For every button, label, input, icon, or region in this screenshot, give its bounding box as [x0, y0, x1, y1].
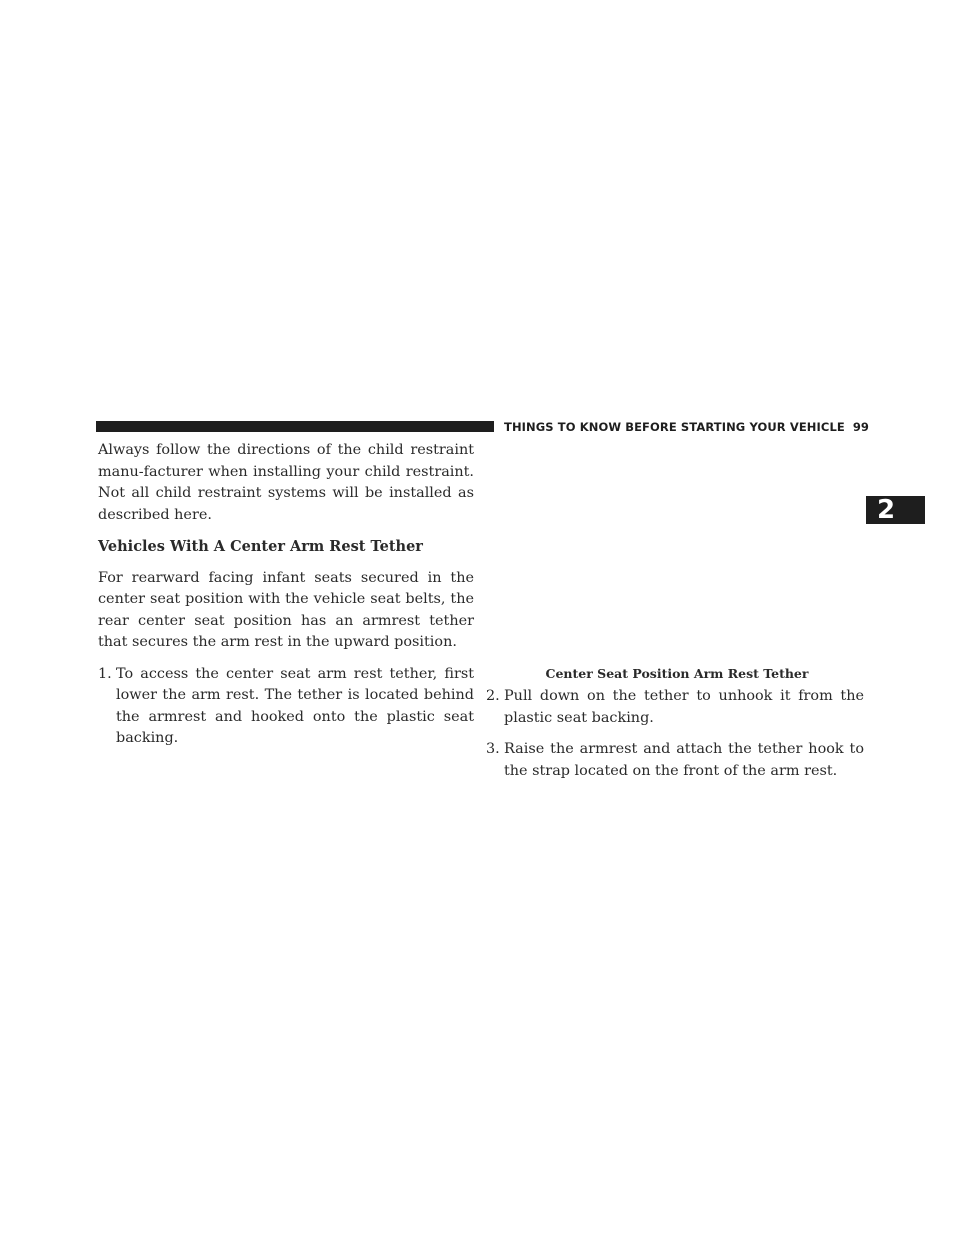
page-number: 99 — [852, 420, 870, 434]
intro-paragraph: Always follow the directions of the child restraint manu-facturer when installing your child restraint. Not all child restraint systems will be installed as described here. — [98, 442, 474, 523]
figure-image — [488, 443, 866, 639]
step-text: Pull down on the tether to unhook it from the plastic seat backing. — [504, 688, 864, 726]
list-item — [98, 664, 474, 750]
section-subheading: Vehicles With A Center Arm Rest Tether — [98, 538, 423, 555]
right-column — [486, 686, 864, 792]
list-item — [486, 739, 864, 782]
list-item — [486, 686, 864, 729]
figure-caption: Center Seat Position Arm Rest Tether — [545, 666, 809, 681]
step-text: Raise the armrest and attach the tether hook to the strap located on the front of the arm rest. — [504, 741, 864, 779]
chapter-tab: 2 — [866, 496, 925, 524]
header-rule — [96, 421, 494, 432]
step-number: 2. — [486, 688, 500, 704]
left-column — [98, 440, 474, 750]
section-title: THINGS TO KNOW BEFORE STARTING YOUR VEHICLE — [504, 420, 845, 434]
body-paragraph: For rearward facing infant seats secured in the center seat position with the vehicle seat belts, the rear center seat position has an armrest tether that secures the arm rest in the upward position. — [98, 569, 474, 650]
step-number: 3. — [486, 741, 500, 757]
step-text: To access the center seat arm rest tether, first lower the arm rest. The tether is located behind the armrest and hooked onto the plastic seat backing. — [116, 665, 474, 746]
running-header — [504, 420, 869, 434]
step-number: 1. — [98, 665, 112, 682]
